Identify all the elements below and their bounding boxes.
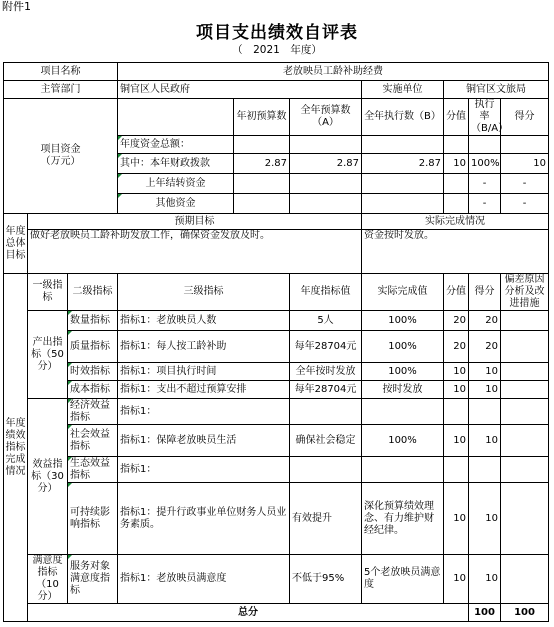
indicator-reason <box>501 363 549 381</box>
funds-cell: - <box>501 174 549 194</box>
funds-cell: 2.87 <box>234 154 290 174</box>
project-name-label: 项目名称 <box>4 63 118 81</box>
indicator-level3: 指标1：项目执行时间 <box>118 363 290 381</box>
col-budget-full: 全年预算数（A） <box>290 99 362 136</box>
indicator-actual: 100% <box>362 363 444 381</box>
indicator-score <box>469 399 501 425</box>
indicator-score: 10 <box>469 425 501 457</box>
indicator-actual: 100% <box>362 331 444 363</box>
indicator-value: 10 <box>444 555 469 604</box>
indicator-level2: 社会效益指标 <box>68 425 118 457</box>
header-level1: 一级指标 <box>28 274 68 311</box>
funds-cell: - <box>501 194 549 214</box>
funds-cell: 10 <box>501 154 549 174</box>
indicator-level3: 指标1： <box>118 399 290 425</box>
indicator-reason <box>501 311 549 331</box>
indicator-actual: 5个老放映员满意度 <box>362 555 444 604</box>
funds-cell: 10 <box>444 154 469 174</box>
funds-cell: 2.87 <box>362 154 444 174</box>
indicator-target: 有效提升 <box>290 483 362 555</box>
output-group-label: 产出指标（50分） <box>28 311 68 399</box>
indicator-actual: 深化预算绩效理念、有力维护财经纪律。 <box>362 483 444 555</box>
indicator-target: 确保社会稳定 <box>290 425 362 457</box>
indicators-section-label: 年度绩效指标完成情况 <box>4 274 28 622</box>
funds-cell <box>290 174 362 194</box>
funds-blank-header <box>118 99 234 136</box>
actual-goal: 资金按时发放。 <box>362 230 549 274</box>
funds-row-label: 其他资金 <box>118 194 234 214</box>
funds-cell <box>362 174 444 194</box>
benefit-group-label: 效益指标（30分） <box>28 399 68 555</box>
indicator-reason <box>501 457 549 483</box>
indicator-target: 不低于95% <box>290 555 362 604</box>
indicator-actual <box>362 457 444 483</box>
header-target: 年度指标值 <box>290 274 362 311</box>
funds-cell <box>290 136 362 154</box>
indicator-score: 20 <box>469 311 501 331</box>
indicator-reason <box>501 425 549 457</box>
header-score: 得分 <box>469 274 501 311</box>
indicator-score: 10 <box>469 363 501 381</box>
funds-cell: 2.87 <box>290 154 362 174</box>
indicator-level3: 指标1： <box>118 457 290 483</box>
indicator-level2: 经济效益指标 <box>68 399 118 425</box>
attachment-label: 附件1 <box>2 0 31 13</box>
funds-cell <box>444 194 469 214</box>
goals-label: 年度总体目标 <box>4 214 28 274</box>
total-label: 总分 <box>28 604 469 622</box>
funds-cell <box>362 136 444 154</box>
indicator-score: 10 <box>469 381 501 399</box>
indicator-value <box>444 457 469 483</box>
indicator-level2: 生态效益指标 <box>68 457 118 483</box>
indicator-target: 5人 <box>290 311 362 331</box>
funds-cell: - <box>469 194 501 214</box>
funds-cell <box>444 174 469 194</box>
indicator-level2: 成本指标 <box>68 381 118 399</box>
indicator-level3: 指标1：保障老放映员生活 <box>118 425 290 457</box>
col-score: 得分 <box>501 99 549 136</box>
funds-cell <box>469 136 501 154</box>
funds-cell <box>362 194 444 214</box>
indicator-level3: 指标1：支出不超过预算安排 <box>118 381 290 399</box>
indicator-score: 10 <box>469 555 501 604</box>
indicator-level2: 时效指标 <box>68 363 118 381</box>
indicator-score: 10 <box>469 483 501 555</box>
indicator-target <box>290 457 362 483</box>
funds-label: 项目资金 （万元） <box>4 99 118 214</box>
indicator-score: 20 <box>469 331 501 363</box>
satisfaction-group-label: 满意度指标（10分） <box>28 555 68 604</box>
indicator-level2: 数量指标 <box>68 311 118 331</box>
header-level2: 二级指标 <box>68 274 118 311</box>
expected-goal: 做好老放映员工龄补助发放工作，确保资金发放及时。 <box>28 230 362 274</box>
self-evaluation-table <box>3 62 549 622</box>
page-title: 项目支出绩效自评表 <box>196 23 358 43</box>
funds-cell <box>290 194 362 214</box>
indicator-value: 10 <box>444 363 469 381</box>
indicator-target <box>290 399 362 425</box>
indicator-value: 20 <box>444 311 469 331</box>
indicator-value: 20 <box>444 331 469 363</box>
indicator-value: 10 <box>444 381 469 399</box>
indicator-score <box>469 457 501 483</box>
indicator-actual: 100% <box>362 311 444 331</box>
indicator-target: 全年按时发放 <box>290 363 362 381</box>
header-actual: 实际完成值 <box>362 274 444 311</box>
funds-cell <box>234 174 290 194</box>
indicator-reason <box>501 399 549 425</box>
dept-label: 主管部门 <box>4 81 118 99</box>
funds-row-label: 上年结转资金 <box>118 174 234 194</box>
indicator-level2: 服务对象满意度指标 <box>68 555 118 604</box>
header-value: 分值 <box>444 274 469 311</box>
funds-cell: 100% <box>469 154 501 174</box>
indicator-level3: 指标1：老放映员人数 <box>118 311 290 331</box>
indicator-target: 每年28704元 <box>290 381 362 399</box>
indicator-level3: 指标1：老放映员满意度 <box>118 555 290 604</box>
indicator-actual <box>362 399 444 425</box>
col-budget-start: 年初预算数 <box>234 99 290 136</box>
indicator-level3: 指标1：每人按工龄补助 <box>118 331 290 363</box>
indicator-value <box>444 399 469 425</box>
total-value: 100 <box>469 604 501 622</box>
year-line: （ 2021 年度） <box>232 44 322 56</box>
unit-value: 铜官区文旅局 <box>444 81 549 99</box>
total-score: 100 <box>501 604 549 622</box>
funds-cell <box>444 136 469 154</box>
project-name: 老放映员工龄补助经费 <box>118 63 549 81</box>
funds-row-label: 年度资金总额： <box>118 136 234 154</box>
indicator-reason <box>501 483 549 555</box>
expected-header: 预期目标 <box>28 214 362 230</box>
indicator-value: 10 <box>444 425 469 457</box>
indicator-level2: 可持续影响指标 <box>68 483 118 555</box>
dept-value: 铜官区人民政府 <box>118 81 362 99</box>
indicator-reason <box>501 331 549 363</box>
actual-header: 实际完成情况 <box>362 214 549 230</box>
indicator-reason <box>501 381 549 399</box>
col-exec-rate: 执行率（B/A） <box>469 99 501 136</box>
header-level3: 三级指标 <box>118 274 290 311</box>
unit-label: 实施单位 <box>362 81 444 99</box>
funds-cell <box>501 136 549 154</box>
funds-row-label: 其中：本年财政拨款 <box>118 154 234 174</box>
col-exec: 全年执行数（B） <box>362 99 444 136</box>
col-score-value: 分值 <box>444 99 469 136</box>
funds-cell: - <box>469 174 501 194</box>
indicator-actual: 100% <box>362 425 444 457</box>
indicator-level2: 质量指标 <box>68 331 118 363</box>
indicator-reason <box>501 555 549 604</box>
header-reason: 偏差原因分析及改进措施 <box>501 274 549 311</box>
indicator-level3: 指标1：提升行政事业单位财务人员业务素质。 <box>118 483 290 555</box>
funds-cell <box>234 194 290 214</box>
indicator-value: 10 <box>444 483 469 555</box>
indicator-actual: 按时发放 <box>362 381 444 399</box>
indicator-target: 每年28704元 <box>290 331 362 363</box>
funds-cell <box>234 136 290 154</box>
